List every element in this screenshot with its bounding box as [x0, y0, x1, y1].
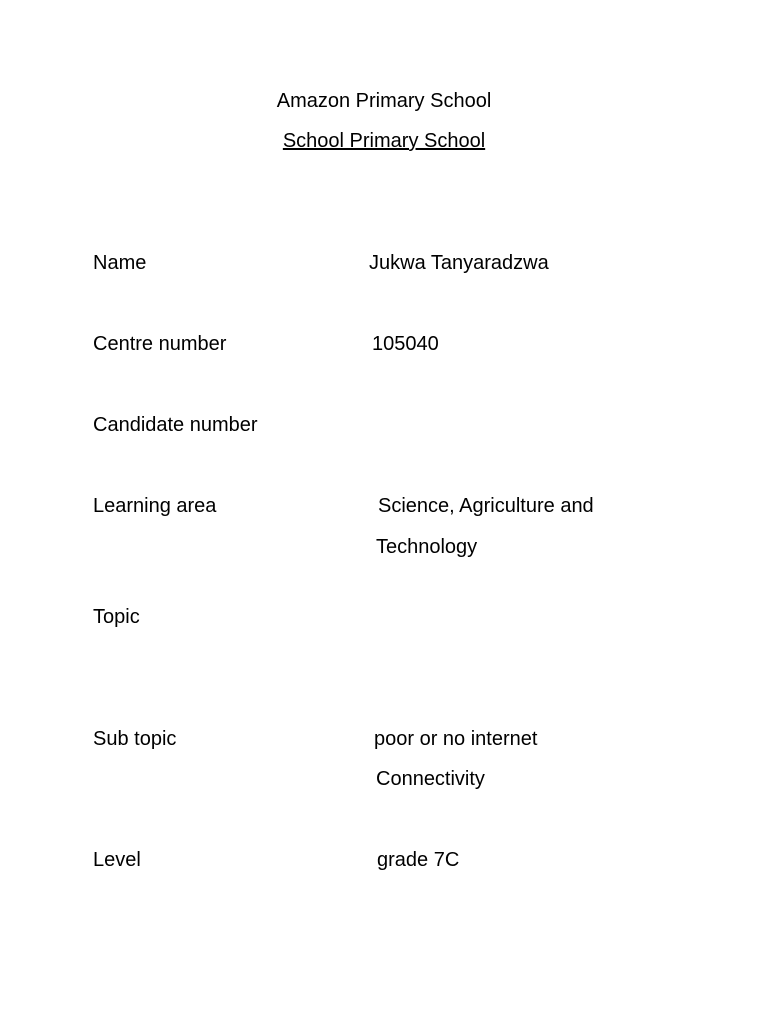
- candidate-number-label: Candidate number: [93, 414, 258, 436]
- learning-area-label: Learning area: [93, 495, 217, 517]
- sub-topic-value-line2: Connectivity: [376, 768, 485, 790]
- name-label: Name: [93, 252, 147, 274]
- level-value: grade 7C: [377, 849, 460, 871]
- sub-topic-label: Sub topic: [93, 728, 177, 750]
- school-subtitle-heading: School Primary School: [282, 130, 486, 152]
- centre-number-label: Centre number: [93, 333, 227, 355]
- centre-number-value: 105040: [372, 333, 439, 355]
- name-value: Jukwa Tanyaradzwa: [369, 252, 549, 274]
- sub-topic-value-line1: poor or no internet: [374, 728, 538, 750]
- level-label: Level: [93, 849, 141, 871]
- learning-area-value-line1: Science, Agriculture and: [378, 495, 594, 517]
- learning-area-value-line2: Technology: [376, 536, 478, 558]
- school-name-heading: Amazon Primary School: [276, 90, 492, 112]
- topic-label: Topic: [93, 606, 140, 628]
